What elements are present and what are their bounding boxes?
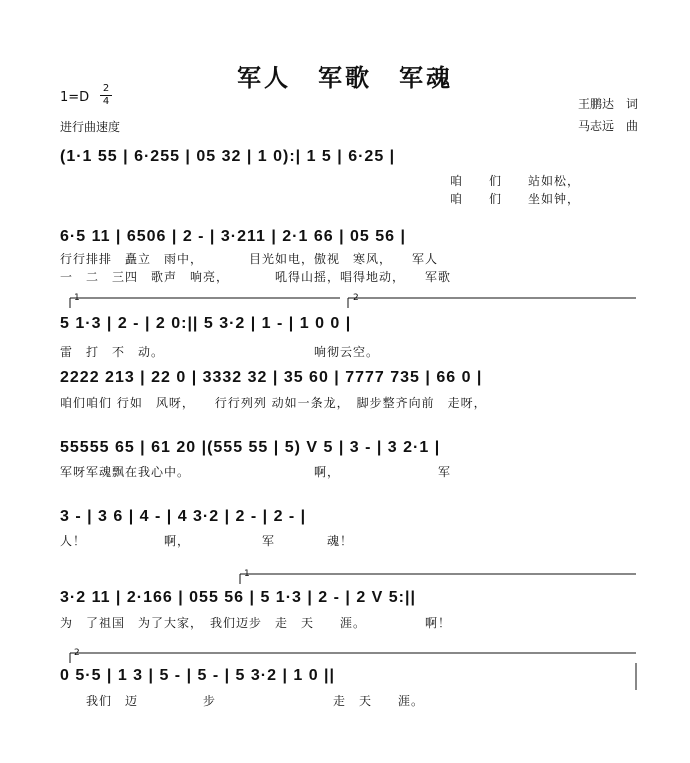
tempo-marking: 进行曲速度 xyxy=(60,120,121,134)
notation-row-5: 55555 65 | 61 20 |(555 55 | 5) V 5 | 3 - | 3 2·1 | xyxy=(60,439,441,456)
volta-row-8-label: 2 xyxy=(74,648,80,658)
lyric-row-2-verse-1: 行行排排 矗立 雨中， 目光如电，傲视 寒风， 军人 xyxy=(60,252,439,266)
lyric-row-3: 雷 打 不 动。 响彻云空。 xyxy=(60,345,380,359)
lyric-row-1-verse-1: 咱 们 站如松， xyxy=(450,174,581,188)
time-signature-bottom: 4 xyxy=(102,96,110,107)
volta-row-7-label: 1 xyxy=(244,569,250,579)
key-signature: 1=D xyxy=(60,90,90,105)
notation-row-2: 6·5 11 | 6506 | 2 - | 3·211 | 2·1 66 | 05 56 | xyxy=(60,228,406,245)
composer-credit: 马志远 曲 xyxy=(577,119,638,133)
notation-row-8: 0 5·5 | 1 3 | 5 - | 5 - | 5 3·2 | 1 0 || xyxy=(60,667,335,684)
notation-row-7: 3·2 11 | 2·166 | 055 56 | 5 1·3 | 2 - | 2 V 5:|| xyxy=(60,589,416,606)
notation-row-4: 2222 213 | 22 0 | 3332 32 | 35 60 | 7777 735 | 66 0 | xyxy=(60,369,483,386)
lyric-row-6: 人！ 啊， 军 魂！ xyxy=(60,534,354,548)
time-signature xyxy=(100,84,112,107)
volta-2-label: 2 xyxy=(353,293,359,303)
notation-row-1: (1·1 55 | 6·255 | 05 32 | 1 0):| 1 5 | 6·25 | xyxy=(60,148,396,165)
lyric-row-1-verse-2: 咱 们 坐如钟， xyxy=(450,192,581,206)
notation-row-3: 5 1·3 | 2 - | 2 0:|| 5 3·2 | 1 - | 1 0 0 | xyxy=(60,315,352,332)
volta-1-label: 1 xyxy=(74,293,80,303)
lyric-row-5: 军呀军魂飘在我心中。 啊， 军 xyxy=(60,465,452,479)
lyric-row-8: 我们 迈 步 走 天 涯。 xyxy=(60,694,425,708)
song-title: 军人 军歌 军魂 xyxy=(237,64,453,92)
lyricist-credit: 王鹏达 词 xyxy=(577,97,638,111)
lyric-row-2-verse-2: 一 二 三四 歌声 响亮， 吼得山摇，唱得地动， 军歌 xyxy=(60,270,452,284)
notation-row-6: 3 - | 3 6 | 4 - | 4 3·2 | 2 - | 2 - | xyxy=(60,508,307,525)
lyric-row-7: 为 了祖国 为了大家， 我们迈步 走 天 涯。 啊！ xyxy=(60,616,452,630)
time-signature-top: 2 xyxy=(102,83,110,94)
lyric-row-4: 咱们咱们 行如 风呀， 行行列列 动如一条龙， 脚步整齐向前 走呀， xyxy=(60,396,487,410)
